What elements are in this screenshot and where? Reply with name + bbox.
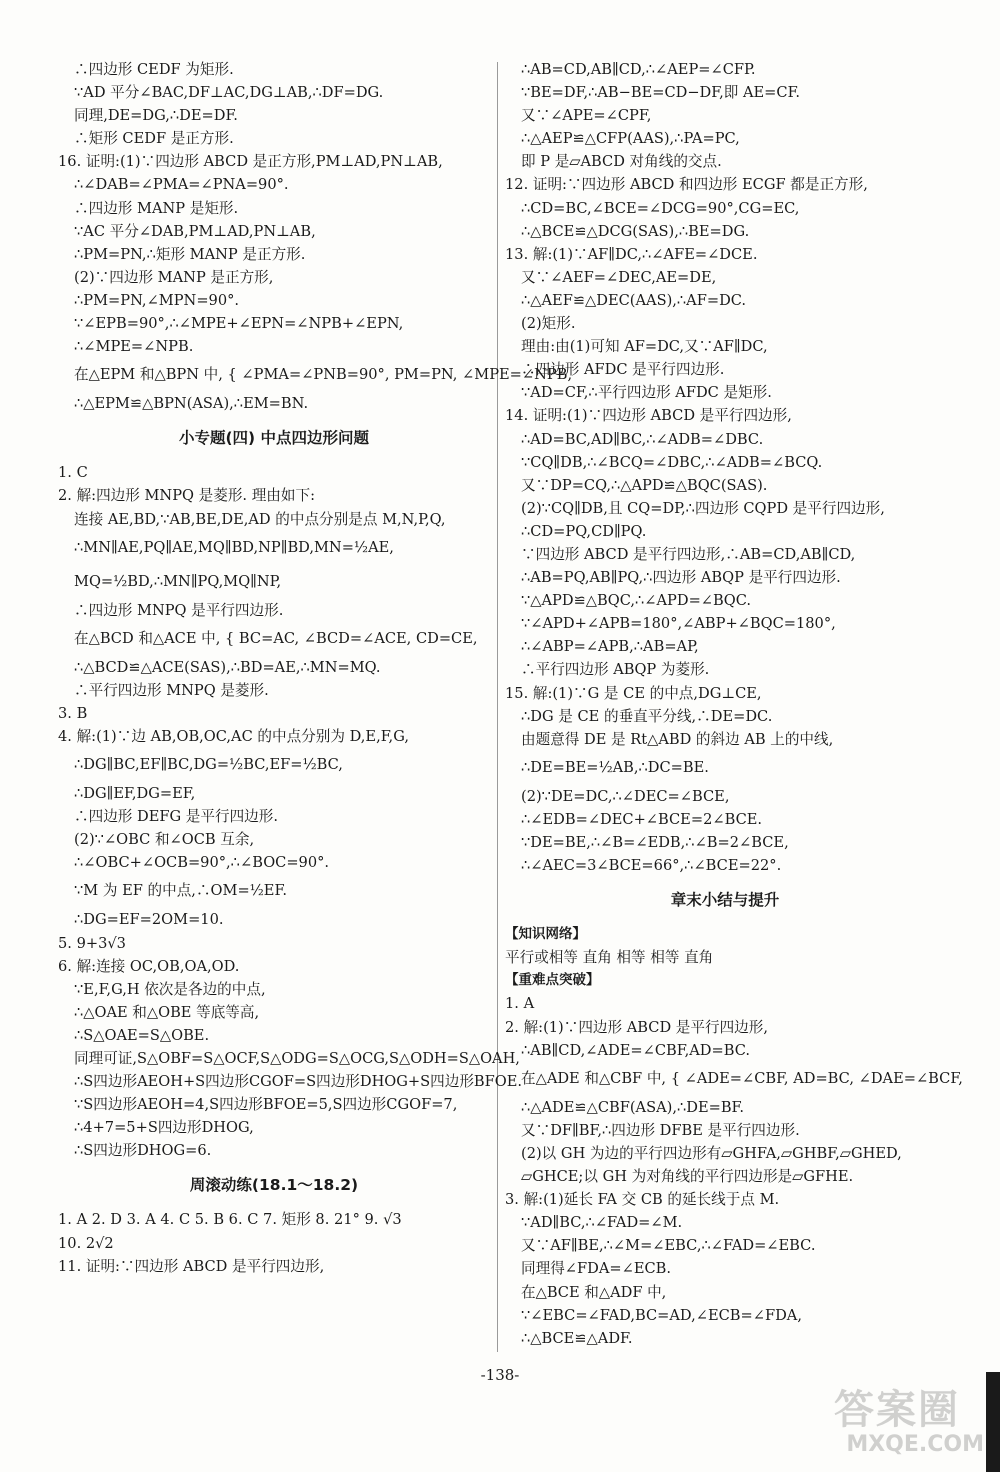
watermark-url: MXQE.COM xyxy=(846,1432,984,1457)
text-line: ∴PM=PN,∴矩形 MANP 是正方形. xyxy=(74,245,306,263)
text-line: ∴AB=CD,AB∥CD,∴∠AEP=∠CFP. xyxy=(521,61,756,78)
text-line: ∵∠EBC=∠FAD,BC=AD,∠ECB=∠FDA, xyxy=(521,1306,802,1324)
text-line: ∴DG∥EF,DG=EF, xyxy=(74,785,196,803)
brace-system: 在△EPM 和△BPN 中, { ∠PMA=∠PNB=90°, PM=PN, ∠MPE=∠NPB, xyxy=(74,366,573,384)
text-line: 同理可证,S△OBF=S△OCF,S△ODG=S△OCG,S△ODH=S△OAH, xyxy=(74,1050,520,1067)
text-line: ∴DG=EF=2OM=10. xyxy=(74,911,224,929)
text-line: ∴△AEF≌△DEC(AAS),∴AF=DC. xyxy=(521,291,747,309)
text-line: (2)矩形. xyxy=(521,315,576,333)
text-line: ∴∠ABP=∠APB,∴AB=AP, xyxy=(521,638,699,656)
text-line: 即 P 是▱ABCD 对角线的交点. xyxy=(521,153,722,171)
text-line: ∴四边形 MNPQ 是平行四边形. xyxy=(74,601,284,619)
question-4: 4. 解:(1)∵边 AB,OB,OC,AC 的中点分别为 D,E,F,G, xyxy=(58,727,409,745)
text-line: 连接 AE,BD,∵AB,BE,DE,AD 的中点分别是点 M,N,P,Q, xyxy=(74,510,446,528)
text-line: ∴平行四边形 MNPQ 是菱形. xyxy=(74,681,269,699)
text-line: 又∵DF∥BF,∴四边形 DFBE 是平行四边形. xyxy=(521,1121,800,1139)
text-line: ∵S四边形AEOH=4,S四边形BFOE=5,S四边形CGOF=7, xyxy=(74,1096,458,1114)
answer-line: 5. 9+3√3 xyxy=(58,934,126,952)
text-line: 又∵∠AEF=∠DEC,AE=DE, xyxy=(521,268,717,286)
right-column xyxy=(505,58,963,1350)
text-line: (2)∵CQ∥DB,且 CQ=DP,∴四边形 CQPD 是平行四边形, xyxy=(521,499,885,517)
text-line: ∴∠MPE=∠NPB. xyxy=(74,338,194,356)
answer-line: 1. C xyxy=(58,464,88,482)
text-line: ∵AD 平分∠BAC,DF⊥AC,DG⊥AB,∴DF=DG. xyxy=(74,84,384,102)
text-line: ∴CD=BC,∠BCE=∠DCG=90°,CG=EC, xyxy=(521,199,800,217)
text-line: ∴DG∥BC,EF∥BC,DG=½BC,EF=½BC, xyxy=(74,756,343,774)
section-heading: 小专题(四) 中点四边形问题 xyxy=(178,429,370,448)
text-line: ∴S△OAE=S△OBE. xyxy=(74,1026,210,1044)
question-6: 6. 解:连接 OC,OB,OA,OD. xyxy=(58,957,240,975)
section-tag: 【重难点突破】 xyxy=(505,972,600,989)
text-line: (2)∵四边形 MANP 是正方形, xyxy=(74,268,274,286)
text-line: ∵M 为 EF 的中点,∴OM=½EF. xyxy=(74,882,287,900)
text-line: 在△BCE 和△ADF 中, xyxy=(521,1283,667,1301)
text-line: ∴S四边形AEOH+S四边形CGOF=S四边形DHOG+S四边形BFOE. xyxy=(74,1073,523,1091)
text-line: ∴∠OBC+∠OCB=90°,∴∠BOC=90°. xyxy=(74,854,330,872)
text-line: ∴△BCD≌△ACE(SAS),∴BD=AE,∴MN=MQ. xyxy=(74,658,381,676)
side-tab xyxy=(986,1372,1000,1472)
text-line: ∴MN∥AE,PQ∥AE,MQ∥BD,NP∥BD,MN=½AE, xyxy=(74,538,394,556)
text-line: ∴四边形 DEFG 是平行四边形. xyxy=(74,808,278,826)
text-line: ∵DE=BE,∴∠B=∠EDB,∴∠B=2∠BCE, xyxy=(521,834,789,851)
text-line: MQ=½BD,∴MN∥PQ,MQ∥NP, xyxy=(74,572,282,590)
text-line: ∴∠AEC=3∠BCE=66°,∴∠BCE=22°. xyxy=(521,857,782,875)
column-divider xyxy=(497,62,498,1352)
text-line: ∴平行四边形 ABQP 为菱形. xyxy=(521,661,710,679)
knowledge-answers: 平行或相等 直角 相等 相等 直角 xyxy=(505,949,714,967)
text-line: ▱GHCE;以 GH 为对角线的平行四边形是▱GFHE. xyxy=(521,1168,854,1186)
watermark-logo xyxy=(834,1388,984,1466)
text-line: ∴PM=PN,∠MPN=90°. xyxy=(74,291,240,309)
text-line: 又∵∠APE=∠CPF, xyxy=(521,107,652,125)
text-line: ∵AC 平分∠DAB,PM⊥AD,PN⊥AB, xyxy=(74,222,316,240)
text-line: ∴△BCE≌△ADF. xyxy=(521,1329,633,1347)
text-line: 同理得∠FDA=∠ECB. xyxy=(521,1260,672,1278)
text-line: ∴四边形 AFDC 是平行四边形. xyxy=(521,361,725,379)
text-line: 同理,DE=DG,∴DE=DF. xyxy=(74,107,238,125)
text-line: ∵E,F,G,H 依次是各边的中点, xyxy=(74,980,266,998)
brace-system: 在△BCD 和△ACE 中, { BC=AC, ∠BCD=∠ACE, CD=CE, xyxy=(74,629,478,647)
text-line: ∴AB∥CD,∠ADE=∠CBF,AD=BC. xyxy=(521,1041,750,1059)
brace-system: 在△ADE 和△CBF 中, { ∠ADE=∠CBF, AD=BC, ∠DAE=∠BCF, xyxy=(521,1069,963,1087)
text-line: ∵AD∥BC,∴∠FAD=∠M. xyxy=(521,1214,683,1232)
text-line: ∴S四边形DHOG=6. xyxy=(74,1142,212,1160)
text-line: ∴矩形 CEDF 是正方形. xyxy=(74,130,234,148)
text-line: ∴DG 是 CE 的垂直平分线,∴DE=DC. xyxy=(521,707,773,725)
text-line: ∵△APD≌△BQC,∴∠APD=∠BQC. xyxy=(521,592,751,610)
text-line: 由题意得 DE 是 Rt△ABD 的斜边 AB 上的中线, xyxy=(521,730,834,748)
text-line: ∵AD=CF,∴平行四边形 AFDC 是矩形. xyxy=(521,384,772,402)
text-line: 理由:由(1)可知 AF=DC,又∵AF∥DC, xyxy=(521,338,768,356)
text-line: ∴DE=BE=½AB,∴DC=BE. xyxy=(521,758,709,776)
text-line: ∴△ADE≌△CBF(ASA),∴DE=BF. xyxy=(521,1098,745,1116)
question-2: 2. 解:四边形 MNPQ 是菱形. 理由如下: xyxy=(58,487,315,505)
text-line: 又∵DP=CQ,∴△APD≌△BQC(SAS). xyxy=(521,476,768,494)
text-line: ∴4+7=5+S四边形DHOG, xyxy=(74,1119,254,1137)
text-line: (2)∵DE=DC,∴∠DEC=∠BCE, xyxy=(521,787,730,805)
text-line: ∵四边形 ABCD 是平行四边形,∴AB=CD,AB∥CD, xyxy=(521,545,856,563)
answer-line: 3. B xyxy=(58,704,88,722)
question-15: 15. 解:(1)∵G 是 CE 的中点,DG⊥CE, xyxy=(505,684,762,702)
text-line: ∴四边形 CEDF 为矩形. xyxy=(74,61,234,78)
text-line: ∴△OAE 和△OBE 等底等高, xyxy=(74,1003,260,1021)
answer-line: 1. A 2. D 3. A 4. C 5. B 6. C 7. 矩形 8. 21° 9. √3 xyxy=(58,1211,402,1229)
text-line: ∴CD=PQ,CD∥PQ. xyxy=(521,522,647,540)
text-line: ∵BE=DF,∴AB−BE=CD−DF,即 AE=CF. xyxy=(521,84,801,102)
text-line: (2)∵∠OBC 和∠OCB 互余, xyxy=(74,831,255,849)
question-13: 13. 解:(1)∵AF∥DC,∴∠AFE=∠DCE. xyxy=(505,245,758,263)
text-line: ∴△BCE≌△DCG(SAS),∴BE=DG. xyxy=(521,222,750,240)
text-line: ∴△EPM≌△BPN(ASA),∴EM=BN. xyxy=(74,395,309,413)
text-line: ∵CQ∥DB,∴∠BCQ=∠DBC,∴∠ADB=∠BCQ. xyxy=(521,453,823,471)
text-line: ∴四边形 MANP 是矩形. xyxy=(74,199,239,217)
question-16: 16. 证明:(1)∵四边形 ABCD 是正方形,PM⊥AD,PN⊥AB, xyxy=(58,153,443,171)
question-11: 11. 证明:∵四边形 ABCD 是平行四边形, xyxy=(58,1257,325,1275)
text-line: ∴AB=PQ,AB∥PQ,∴四边形 ABQP 是平行四边形. xyxy=(521,569,841,587)
question-12: 12. 证明:∵四边形 ABCD 和四边形 ECGF 都是正方形, xyxy=(505,176,868,194)
question-3: 3. 解:(1)延长 FA 交 CB 的延长线于点 M. xyxy=(505,1191,780,1209)
section-heading: 周滚动练(18.1～18.2) xyxy=(189,1176,359,1195)
text-line: 又∵AF∥BE,∴∠M=∠EBC,∴∠FAD=∠EBC. xyxy=(521,1237,816,1255)
text-line: ∴△AEP≌△CFP(AAS),∴PA=PC, xyxy=(521,130,740,148)
text-line: (2)以 GH 为边的平行四边形有▱GHFA,▱GHBF,▱GHED, xyxy=(521,1144,902,1162)
text-line: ∵∠EPB=90°,∴∠MPE+∠EPN=∠NPB+∠EPN, xyxy=(74,315,404,333)
text-line: ∴∠EDB=∠DEC+∠BCE=2∠BCE. xyxy=(521,810,763,828)
answer-line: 1. A xyxy=(505,995,535,1013)
text-line: ∵∠APD+∠APB=180°,∠ABP+∠BQC=180°, xyxy=(521,615,836,633)
page-number: -138- xyxy=(480,1366,520,1384)
answer-line: 10. 2√2 xyxy=(58,1234,114,1252)
question-2: 2. 解:(1)∵四边形 ABCD 是平行四边形, xyxy=(505,1018,769,1036)
question-14: 14. 证明:(1)∵四边形 ABCD 是平行四边形, xyxy=(505,407,792,425)
text-line: ∴AD=BC,AD∥BC,∴∠ADB=∠DBC. xyxy=(521,430,764,448)
section-heading: 章末小结与提升 xyxy=(670,891,780,910)
text-line: ∴∠DAB=∠PMA=∠PNA=90°. xyxy=(74,176,289,194)
watermark-text: 答案圈 xyxy=(834,1387,960,1433)
section-tag: 【知识网络】 xyxy=(505,926,586,943)
